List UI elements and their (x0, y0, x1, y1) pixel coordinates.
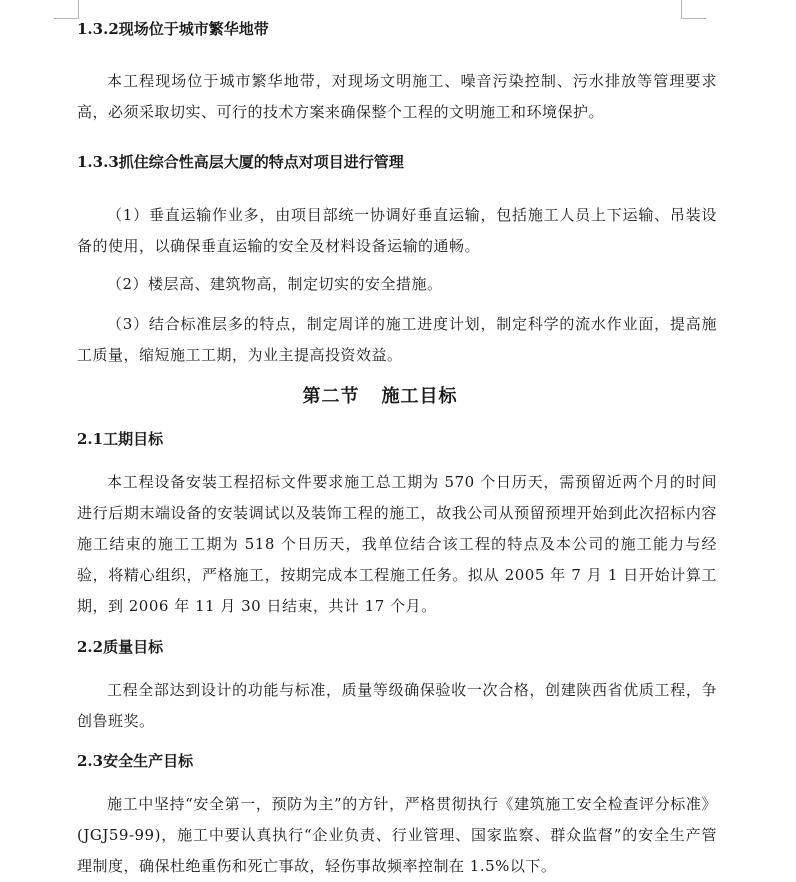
page-corner-mark-left (54, 0, 79, 19)
chapter-number: 第二节 (302, 386, 360, 407)
heading-2-1: 2.1工期目标 (77, 430, 164, 448)
heading-1-3-3: 1.3.3抓住综合性高层大厦的特点对项目进行管理 (77, 153, 404, 171)
chapter-name: 施工目标 (381, 386, 458, 407)
paragraph-2-3: 施工中坚持“安全第一，预防为主”的方针，严格贯彻执行《建筑施工安全检查评分标准》(JGJ59-99)，施工中要认真执行“企业负责、行业管理、国家监察、群众监督”的安全生产管理制度，确保杜绝重伤和死亡事故，轻伤事故频率控制在 1.5%以下。 (77, 795, 717, 875)
page-corner-mark-right (681, 0, 706, 19)
heading-1-3-2: 1.3.2现场位于城市繁华地带 (77, 20, 269, 38)
paragraph-2-1: 本工程设备安装工程招标文件要求施工总工期为 570 个日历天，需预留近两个月的时间进行后期末端设备的安装调试以及装饰工程的施工，故我公司从预留预埋开始到此次招标内容施工结束的施工工期为 518 个日历天，我单位结合该工程的特点及本公司的施工能力与经验，将精心组织，严格施工，按期完成本工程施工任务。拟从 2005 年 7 月 1 日开始计算工期，到 2006 年 11 月 30 日结束，共计 17 个月。 (77, 473, 717, 615)
heading-2-3: 2.3安全生产目标 (77, 752, 194, 770)
list-item-3: （3）结合标准层多的特点，制定周详的施工进度计划，制定科学的流水作业面，提高施工质量，缩短施工工期，为业主提高投资效益。 (77, 315, 717, 364)
list-item-1: （1）垂直运输作业多，由项目部统一协调好垂直运输，包括施工人员上下运输、吊装设备的使用，以确保垂直运输的安全及材料设备运输的通畅。 (77, 206, 717, 255)
paragraph-1-3-2: 本工程现场位于城市繁华地带，对现场文明施工、噪音污染控制、污水排放等管理要求高，必须采取切实、可行的技术方案来确保整个工程的文明施工和环境保护。 (77, 72, 717, 121)
paragraph-2-2: 工程全部达到设计的功能与标准，质量等级确保验收一次合格，创建陕西省优质工程，争创鲁班奖。 (77, 681, 717, 730)
list-item-2: （2）楼层高、建筑物高，制定切实的安全措施。 (107, 275, 443, 293)
chapter-title (0, 384, 760, 410)
heading-2-2: 2.2质量目标 (77, 638, 164, 656)
